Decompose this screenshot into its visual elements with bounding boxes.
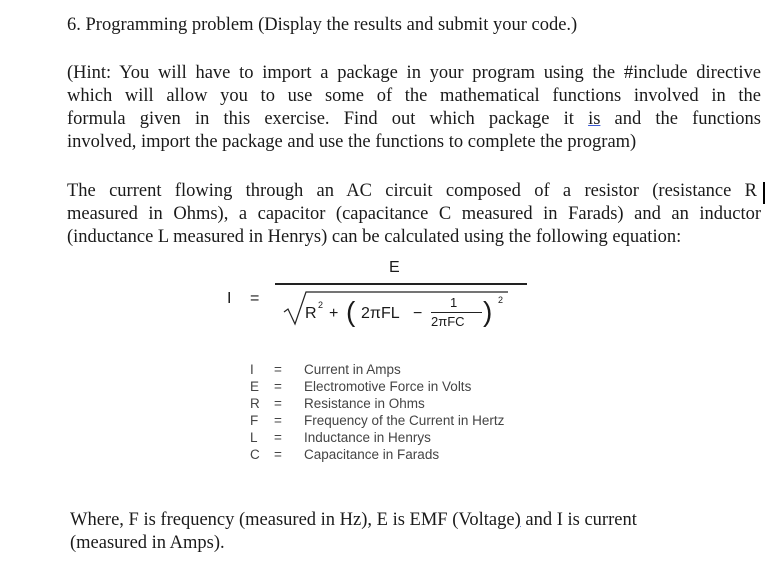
legend-equals: =: [274, 447, 282, 462]
legend-symbol: E: [250, 379, 260, 394]
legend-equals: =: [274, 379, 282, 394]
legend-equals: =: [274, 362, 282, 377]
legend-description: Frequency of the Current in Hertz: [304, 413, 505, 428]
legend-symbol: R: [250, 396, 260, 411]
formula-lhs: I: [227, 290, 232, 307]
legend-equals: =: [274, 430, 282, 445]
inner-fraction-bar: [431, 312, 482, 313]
hint-line-3-start: formula given in this exercise. Find out which package it: [67, 109, 589, 129]
legend-equals: =: [274, 396, 282, 411]
fraction-bar: [275, 283, 527, 285]
formula-open-paren: (: [346, 296, 356, 327]
legend-equals: =: [274, 413, 282, 428]
formula-frac-numerator: 1: [450, 295, 458, 310]
formula-frac-denominator: 2πFC: [431, 314, 465, 329]
formula-r-square: 2: [318, 300, 324, 310]
legend-symbol: F: [250, 413, 259, 428]
formula-outer-square: 2: [498, 295, 504, 305]
formula-minus: −: [413, 305, 423, 322]
hint-line-3-end: and the functions: [600, 109, 761, 129]
legend-description: Capacitance in Farads: [304, 447, 440, 462]
legend-description: Resistance in Ohms: [304, 396, 425, 411]
problem-title: 6. Programming problem (Display the results and submit your code.): [67, 15, 578, 35]
formula-close-paren: ): [483, 296, 493, 327]
formula-numerator: E: [389, 259, 400, 276]
footer-line-1-end: and I is current: [520, 510, 637, 530]
description-line-1: The current flowing through an AC circuit composed of a resistor (resistance R: [67, 181, 757, 201]
formula-equals: =: [250, 290, 260, 307]
hint-is-underlined: is: [588, 109, 601, 129]
text-cursor: [763, 182, 765, 204]
legend-description: Electromotive Force in Volts: [304, 379, 472, 394]
legend-symbol: L: [250, 430, 258, 445]
hint-line-3: [67, 109, 761, 130]
description-line-2: measured in Ohms), a capacitor (capacitance C measured in Farads) and an inductor: [67, 204, 761, 224]
formula-plus: +: [329, 305, 339, 322]
footer-underlined-paren: ): [514, 510, 521, 530]
hint-line-1: (Hint: You will have to import a package in your program using the #include directive: [67, 63, 761, 83]
variable-legend: [250, 362, 570, 466]
footer-line-1: [70, 510, 637, 531]
formula-inductive-term: 2πFL: [361, 305, 400, 322]
footer-line-2: (measured in Amps).: [70, 533, 225, 553]
hint-line-4: involved, import the package and use the functions to complete the program): [67, 132, 637, 152]
description-line-3: (inductance L measured in Henrys) can be calculated using the following equation:: [67, 227, 682, 247]
legend-description: Inductance in Henrys: [304, 430, 431, 445]
hint-line-2: which will allow you to use some of the mathematical functions involved in the: [67, 86, 761, 106]
formula-r-term: R: [305, 305, 317, 322]
legend-description: Current in Amps: [304, 362, 401, 377]
legend-symbol: C: [250, 447, 260, 462]
footer-line-1-start: Where, F is frequency (measured in Hz), E is EMF (Voltage: [70, 510, 515, 530]
legend-symbol: I: [250, 362, 254, 377]
